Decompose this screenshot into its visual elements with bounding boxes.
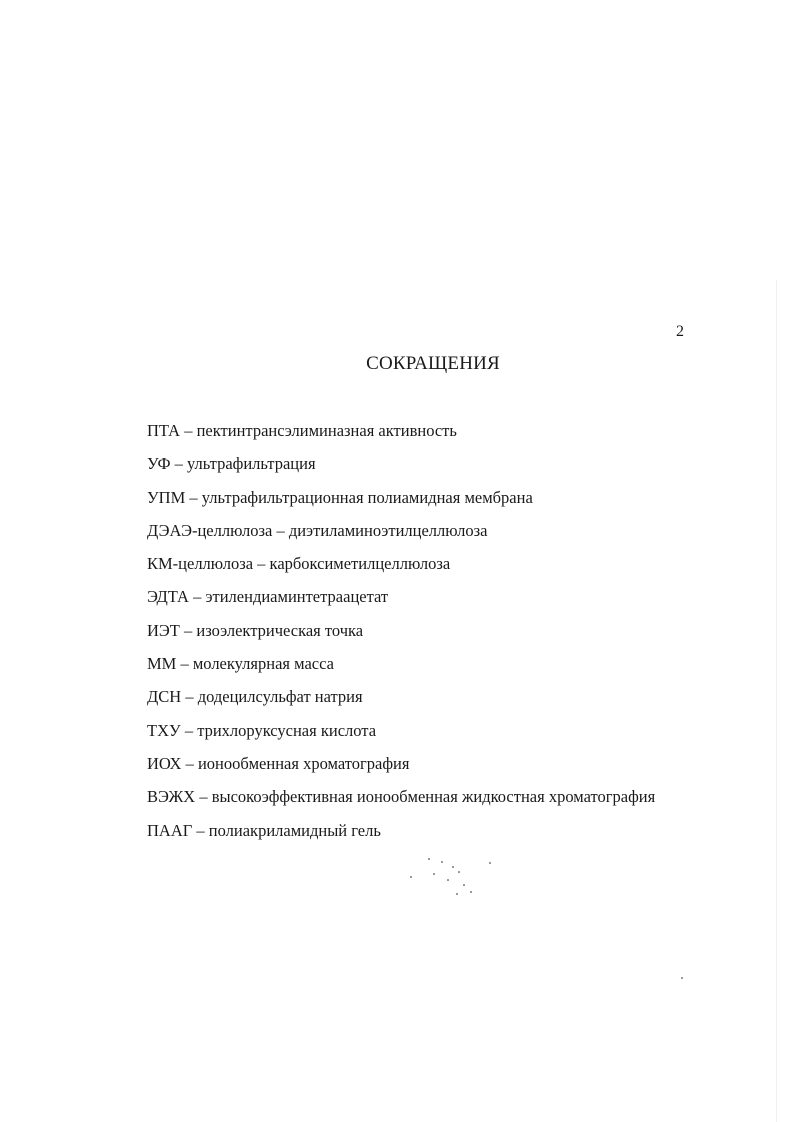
abbreviation-term: ДЭАЭ-целлюлоза [147,520,273,540]
abbreviation-definition: молекулярная масса [192,654,334,674]
abbreviation-term: ДСН [147,687,182,707]
abbreviation-term: ИЭТ [147,620,180,640]
abbreviation-item [147,487,655,520]
scan-speckle [489,862,491,864]
abbreviation-term: УПМ [147,487,186,507]
abbreviation-separator: – [257,554,266,574]
abbreviation-item [147,520,655,553]
abbreviation-term: ММ [147,654,177,674]
scan-speckle [433,873,435,875]
abbreviation-item [147,553,655,586]
abbreviation-item [147,620,655,653]
abbreviation-list [147,420,655,853]
scan-edge-shadow [776,280,777,1122]
abbreviation-separator: – [276,520,285,540]
abbreviation-definition: ультрафильтрация [187,454,316,474]
scan-speckle [470,891,472,893]
abbreviation-item [147,420,655,453]
abbreviation-separator: – [193,587,202,607]
abbreviation-definition: пектинтрансэлиминазная активность [196,421,457,440]
scan-speckle [681,977,683,979]
abbreviation-separator: – [189,487,198,507]
abbreviation-item [147,653,655,686]
abbreviation-item [147,753,655,786]
scan-speckle [458,871,460,873]
scan-speckle [410,876,412,878]
abbreviation-definition: изоэлектрическая точка [196,620,364,640]
abbreviation-separator: – [184,421,193,440]
abbreviation-definition: додецилсульфат натрия [197,687,363,707]
abbreviation-item [147,586,655,619]
scan-speckle [456,893,458,895]
abbreviation-definition: трихлоруксусная кислота [197,720,377,740]
abbreviation-term: ВЭЖХ [147,787,196,807]
abbreviation-term: УФ [147,454,171,474]
abbreviation-definition: ионообменная хроматография [197,753,410,773]
abbreviation-definition: диэтиламиноэтилцеллюлоза [288,520,488,540]
abbreviation-item [147,786,655,819]
abbreviation-term: ПТА [147,421,181,440]
scan-speckle [441,861,443,863]
abbreviation-separator: – [199,787,208,807]
scan-speckle [452,866,454,868]
abbreviation-separator: – [174,454,183,474]
abbreviation-item [147,453,655,486]
abbreviation-separator: – [196,820,205,840]
abbreviation-separator: – [185,753,194,773]
abbreviation-separator: – [184,720,194,740]
abbreviation-separator: – [180,654,189,674]
abbreviation-term: ЭДТА [147,587,189,607]
scan-speckle [447,879,449,881]
page-heading: СОКРАЩЕНИЯ [366,353,500,374]
abbreviation-definition: полиакриламидный гель [208,820,381,840]
abbreviation-definition: карбоксиметилцеллюлоза [269,554,451,574]
abbreviation-term: ИОХ [147,753,182,773]
abbreviation-item [147,686,655,719]
scan-speckle [428,858,430,860]
abbreviation-definition: высокоэффективная ионообменная жидкостная хроматография [211,787,656,807]
scan-speckle [463,884,465,886]
abbreviation-definition: ультрафильтрационная полиамидная мембрана [201,487,533,507]
abbreviation-term: КМ-целлюлоза [147,554,254,574]
abbreviation-separator: – [184,620,193,640]
abbreviation-term: ТХУ [147,720,181,740]
abbreviation-item [147,720,655,753]
abbreviation-item [147,820,655,853]
abbreviation-term: ПААГ [147,820,193,840]
page-number: 2 [676,323,684,340]
abbreviation-definition: этилендиаминтетраацетат [205,587,389,607]
abbreviation-separator: – [185,687,194,707]
